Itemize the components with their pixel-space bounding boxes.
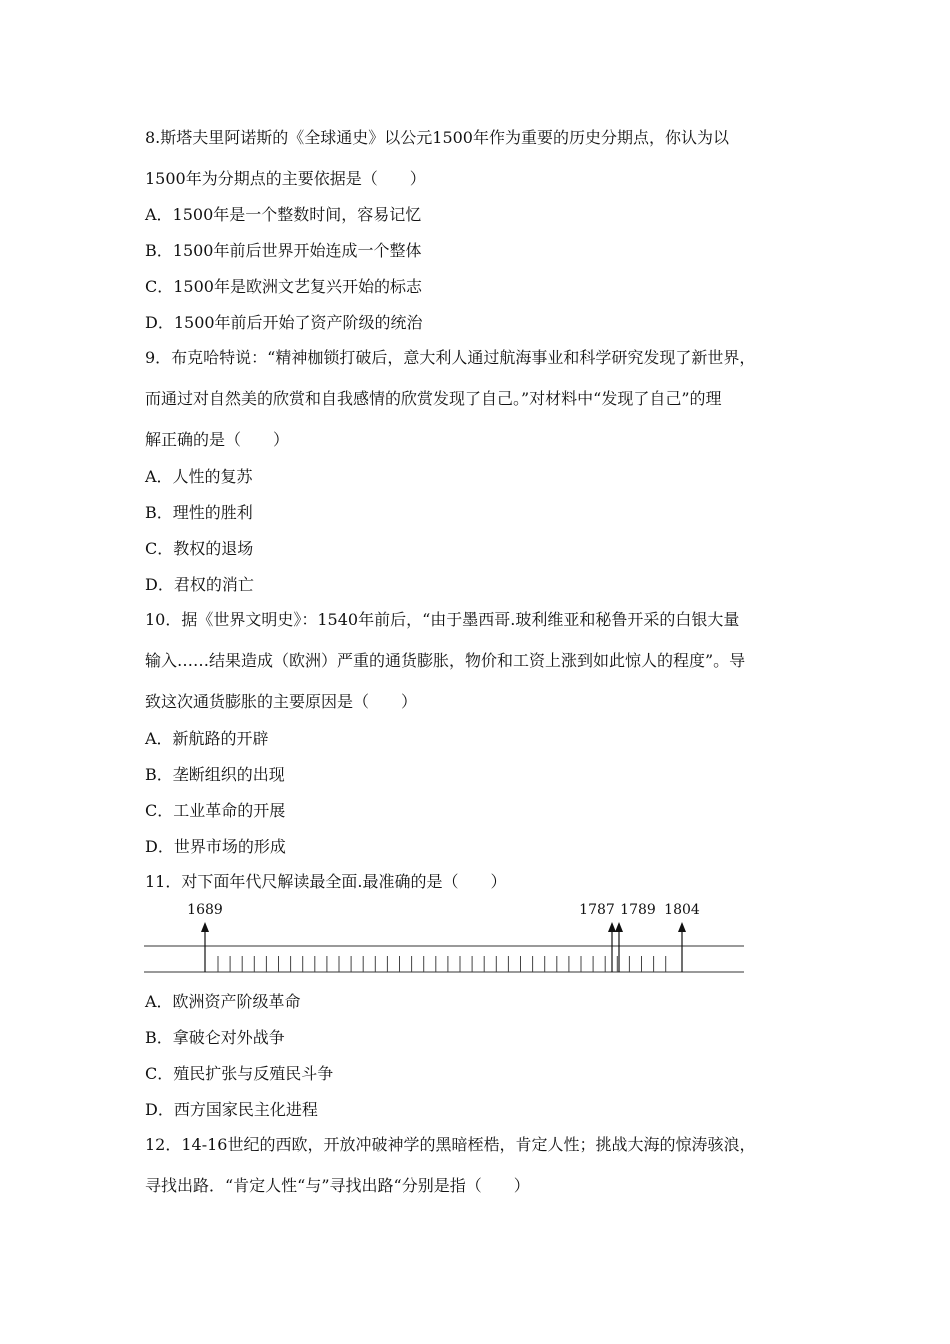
q9-option-a: A．人性的复苏: [145, 467, 253, 486]
q9-stem-line3: 解正确的是（ ）: [145, 430, 290, 449]
timeline-arrow-icon-1789: [615, 922, 623, 932]
q11-option-a: A．欧洲资产阶级革命: [145, 992, 301, 1011]
q9-option-c: C．教权的退场: [145, 539, 254, 558]
q9-stem-line2: 而通过对自然美的欣赏和自我感情的欣赏发现了自己。”对材料中“发现了自己”的理: [145, 389, 722, 408]
timeline-year-label-1804: 1804: [664, 902, 700, 918]
q9-stem-line1: 9．布克哈特说：“精神枷锁打破后，意大利人通过航海事业和科学研究发现了新世界，: [145, 348, 756, 367]
q8-option-d: D．1500年前后开始了资产阶级的统治: [145, 313, 423, 332]
q10-stem-line1: 10．据《世界文明史》：1540年前后，“由于墨西哥.玻利维亚和秘鲁开采的白银大量: [145, 610, 740, 629]
q10-option-b: B．垄断组织的出现: [145, 765, 285, 784]
q10-option-c: C．工业革命的开展: [145, 801, 286, 820]
timeline-arrow-icon-1689: [201, 922, 209, 932]
timeline-ruler: [140, 896, 750, 981]
timeline-year-label-1787: 1787: [579, 902, 615, 918]
timeline-arrow-icon-1804: [678, 922, 686, 932]
timeline-year-label-1789: 1789: [620, 902, 656, 918]
timeline-arrow-icon-1787: [608, 922, 616, 932]
q12-stem-line1: 12．14-16世纪的西欧，开放冲破神学的黑暗桎梏，肯定人性；挑战大海的惊涛骇浪，: [145, 1135, 756, 1154]
q8-option-a: A．1500年是一个整数时间，容易记忆: [145, 205, 422, 224]
timeline-year-label-1689: 1689: [187, 902, 223, 918]
q8-option-b: B．1500年前后世界开始连成一个整体: [145, 241, 422, 260]
q9-option-d: D．君权的消亡: [145, 575, 254, 594]
q8-stem-line1: 8.斯塔夫里阿诺斯的《全球通史》以公元1500年作为重要的历史分期点，你认为以: [145, 128, 729, 147]
timeline-markers: [187, 902, 700, 972]
q11-option-b: B．拿破仑对外战争: [145, 1028, 285, 1047]
q11-option-d: D．西方国家民主化进程: [145, 1100, 318, 1119]
timeline-ticks: [218, 956, 666, 972]
q11-stem-line1: 11．对下面年代尺解读最全面.最准确的是（ ）: [145, 872, 507, 891]
q8-stem-line2: 1500年为分期点的主要依据是（ ）: [145, 169, 426, 188]
q10-stem-line2: 输入……结果造成（欧洲）严重的通货膨胀，物价和工资上涨到如此惊人的程度”。导: [145, 651, 746, 670]
q8-option-c: C．1500年是欧洲文艺复兴开始的标志: [145, 277, 422, 296]
q9-option-b: B．理性的胜利: [145, 503, 253, 522]
q12-stem-line2: 寻找出路．“肯定人性“与”寻找出路“分别是指（ ）: [145, 1176, 530, 1195]
q10-option-a: A．新航路的开辟: [145, 729, 269, 748]
q10-stem-line3: 致这次通货膨胀的主要原因是（ ）: [145, 692, 418, 711]
q10-option-d: D．世界市场的形成: [145, 837, 286, 856]
q11-option-c: C．殖民扩张与反殖民斗争: [145, 1064, 334, 1083]
